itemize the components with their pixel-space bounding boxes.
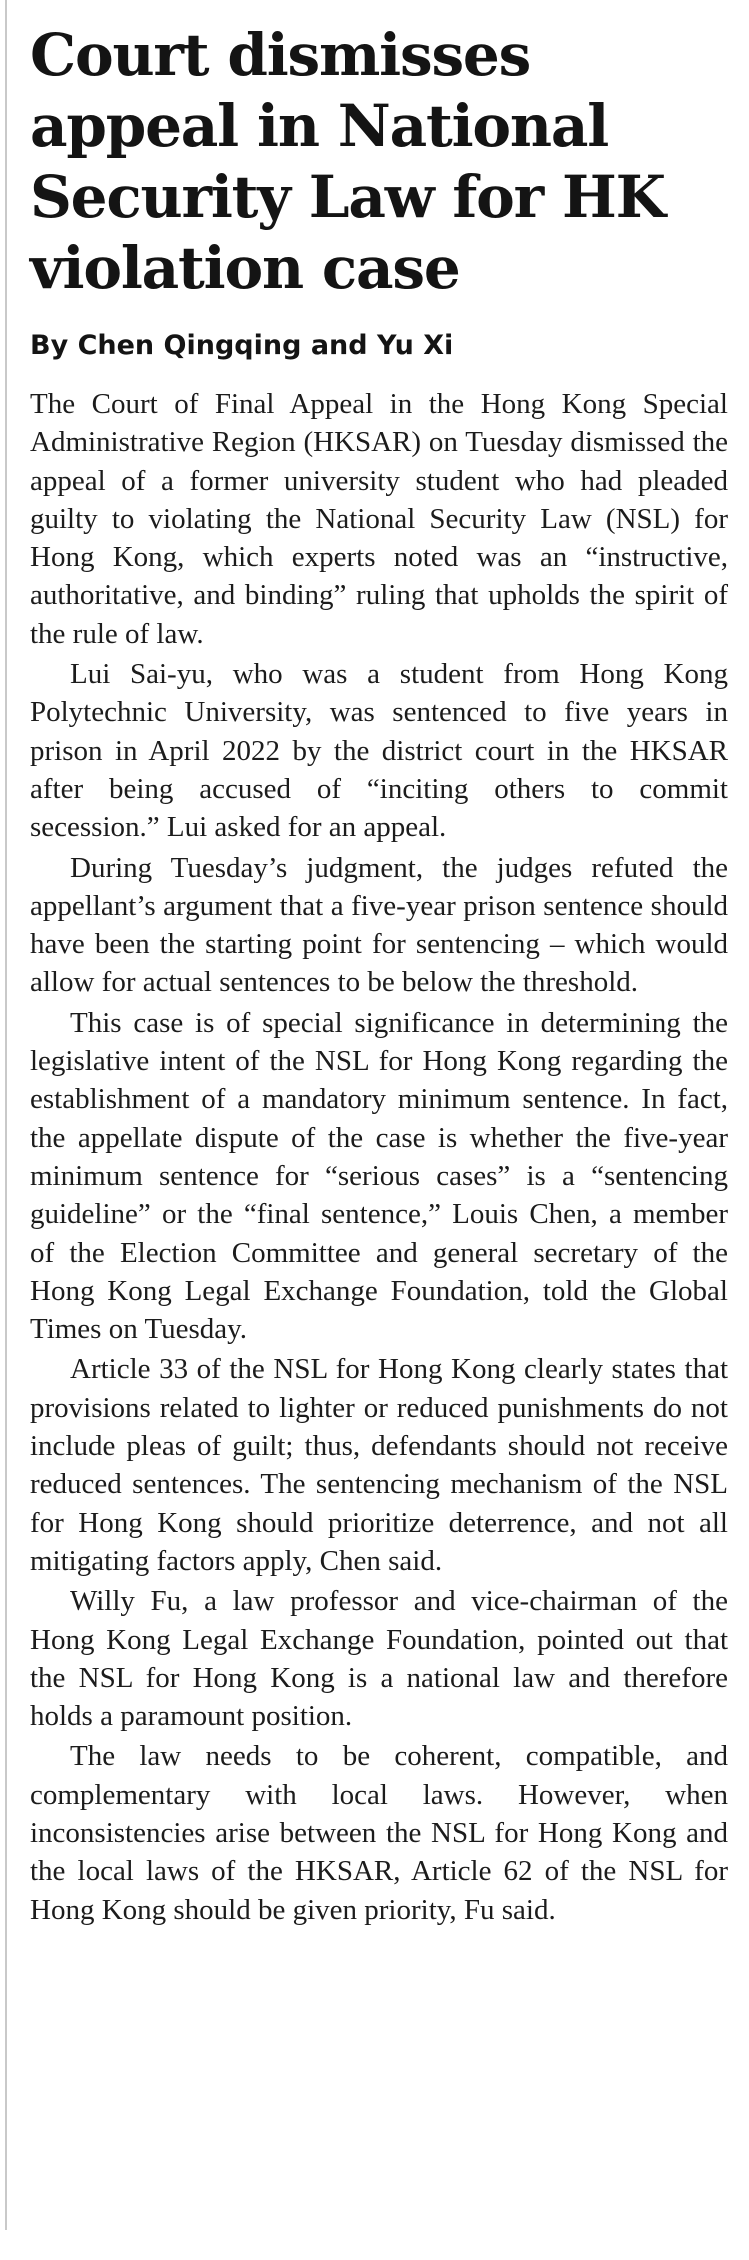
- paragraph: The Court of Final Appeal in the Hong Kong Special Administrative Region (HKSAR) on Tuesday dismissed the appeal of a former university student who had pleaded guilty to violating the National Security Law (NSL) for Hong Kong, which experts noted was an “instructive, authoritative, and binding” ruling that upholds the spirit of the rule of law.: [30, 388, 728, 650]
- byline: By Chen Qingqing and Yu Xi: [30, 330, 454, 361]
- headline: Court dismisses appeal in National Security Law for HK violation case: [30, 21, 665, 302]
- paragraph: Lui Sai-yu, who was a student from Hong Kong Polytechnic University, was sentenced to five years in prison in April 2022 by the district court in the HKSAR after being accused of “inciting others to commit secession.” Lui asked for an appeal.: [30, 658, 728, 844]
- paragraph: The law needs to be coherent, compatible, and complementary with local laws. However, when inconsistencies arise between the NSL for Hong Kong and the local laws of the HKSAR, Article 62 of the NSL for Hong Kong should be given priority, Fu said.: [30, 1740, 728, 1926]
- paragraph: Willy Fu, a law professor and vice-chairman of the Hong Kong Legal Exchange Foundation, pointed out that the NSL for Hong Kong is a national law and therefore holds a paramount position.: [30, 1585, 728, 1733]
- article-body: [30, 385, 728, 1931]
- column-rule: [5, 0, 7, 2230]
- paragraph: During Tuesday’s judgment, the judges refuted the appellant’s argument that a five-year prison sentence should have been the starting point for sentencing – which would allow for actual sentences to be below the threshold.: [30, 851, 728, 999]
- paragraph: Article 33 of the NSL for Hong Kong clearly states that provisions related to lighter or reduced punishments do not include pleas of guilt; thus, defendants should not receive reduced sentences. The sentencing mechanism of the NSL for Hong Kong should prioritize deterrence, and not all mitigating factors apply, Chen said.: [30, 1353, 728, 1577]
- paragraph: This case is of special significance in determining the legislative intent of the NSL for Hong Kong regarding the establishment of a mandatory minimum sentence. In fact, the appellate dispute of the case is whether the five-year minimum sentence for “serious cases” is a “sentencing guideline” or the “final sentence,” Louis Chen, a member of the Election Committee and general secretary of the Hong Kong Legal Exchange Foundation, told the Global Times on Tuesday.: [30, 1006, 728, 1346]
